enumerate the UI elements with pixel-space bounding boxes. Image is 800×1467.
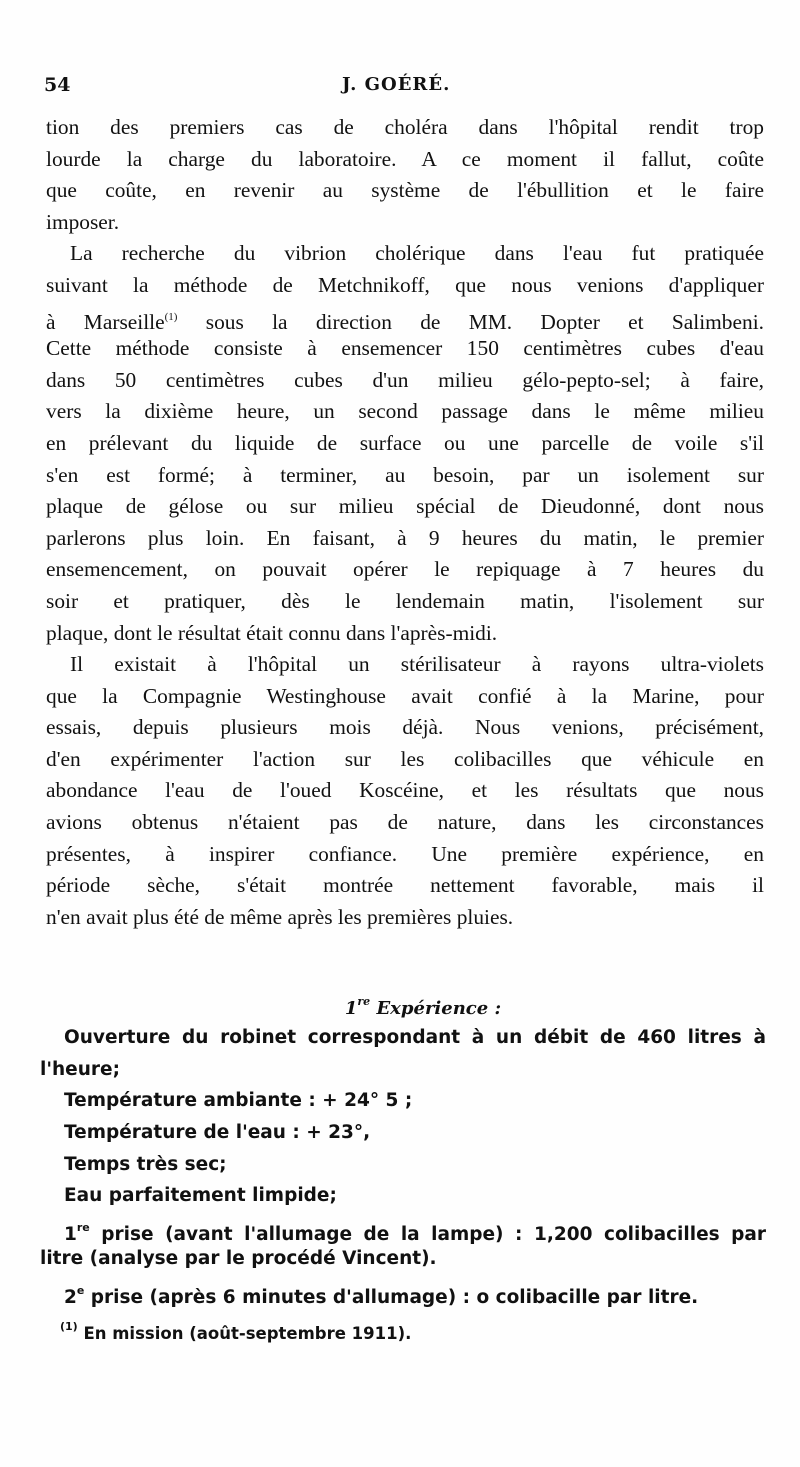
text-fragment: sous la direction de MM. Dopter et Salimbeni.: [205, 309, 764, 334]
experiment-title-text: Expérience :: [376, 998, 502, 1019]
text-line: s'en est formé; à terminer, au besoin, par un isolement sur: [46, 462, 764, 487]
text-line: dans 50 centimètres cubes d'un milieu gélo-pepto-sel; à faire,: [46, 367, 764, 392]
text-line: [46, 302, 764, 334]
text-line: imposer.: [46, 209, 120, 234]
text-line: essais, depuis plusieurs mois déjà. Nous venions, précisément,: [46, 715, 764, 740]
experiment-line: Température de l'eau : + 23°,: [64, 1121, 371, 1143]
footnote-mark: (1): [60, 1320, 78, 1333]
running-head: J. GOÉRÉ.: [342, 74, 451, 95]
prise-text: prise (après 6 minutes d'allumage) : o colibacille par litre.: [90, 1286, 699, 1308]
experiment-line: Eau parfaitement limpide;: [64, 1185, 337, 1207]
ordinal-suffix: e: [76, 1283, 85, 1297]
text-line: d'en expérimenter l'action sur les colibacilles que véhicule en: [46, 746, 764, 771]
experiment-line: l'heure;: [40, 1058, 120, 1080]
text-line: que la Compagnie Westinghouse avait confié à la Marine, pour: [46, 683, 764, 708]
experiment-line: [40, 1276, 766, 1308]
text-line: parlerons plus loin. En faisant, à 9 heures du matin, le premier: [46, 525, 764, 550]
text-line: lourde la charge du laboratoire. A ce moment il fallut, coûte: [46, 146, 764, 171]
text-line: plaque, dont le résultat était connu dans l'après-midi.: [46, 620, 498, 645]
experiment-number: 1: [344, 998, 358, 1019]
prise-number: 2: [64, 1286, 77, 1308]
text-line: que coûte, en revenir au système de l'ébullition et le faire: [46, 178, 764, 203]
text-line: en prélevant du liquide de surface ou une parcelle de voile s'il: [46, 430, 764, 455]
text-line: suivant la méthode de Metchnikoff, que nous venions d'appliquer: [46, 272, 764, 297]
experiment-line: litre (analyse par le procédé Vincent).: [40, 1248, 437, 1270]
text-line: Cette méthode consiste à ensemencer 150 centimètres cubes d'eau: [46, 336, 764, 361]
text-fragment: à Marseille: [46, 309, 165, 334]
text-line: vers la dixième heure, un second passage dans le même milieu: [46, 399, 764, 424]
prise-number: 1: [64, 1223, 77, 1245]
experiment-line: Ouverture du robinet correspondant à un débit de 460 litres à: [64, 1027, 766, 1049]
page-number: 54: [44, 74, 71, 96]
text-line: La recherche du vibrion cholérique dans l'eau fut pratiquée: [70, 241, 764, 266]
text-line: soir et pratiquer, dès le lendemain matin, l'isolement sur: [46, 588, 764, 613]
experiment-line: Température ambiante : + 24° 5 ;: [64, 1090, 413, 1112]
experiment-title: [80, 987, 766, 1023]
text-line: période sèche, s'était montrée nettement favorable, mais il: [46, 873, 764, 898]
body-text: [46, 112, 764, 933]
text-line: plaque de gélose ou sur milieu spécial de Dieudonné, dont nous: [46, 494, 764, 519]
footnote: [60, 1320, 411, 1343]
footnote-reference: (1): [164, 310, 178, 323]
ordinal-suffix: re: [76, 1220, 90, 1234]
footnote-text: En mission (août-septembre 1911).: [83, 1324, 412, 1343]
text-line: avions obtenus n'étaient pas de nature, dans les circonstances: [46, 810, 764, 835]
text-line: tion des premiers cas de choléra dans l'hôpital rendit trop: [46, 115, 764, 139]
experiment-section: [40, 987, 766, 1308]
text-line: Il existait à l'hôpital un stérilisateur à rayons ultra-violets: [70, 652, 764, 677]
experiment-line: Temps très sec;: [64, 1153, 227, 1175]
text-line: n'en avait plus été de même après les premières pluies.: [46, 904, 514, 929]
experiment-line: [40, 1213, 766, 1245]
text-line: abondance l'eau de l'oued Koscéine, et les résultats que nous: [46, 778, 764, 803]
text-line: présentes, à inspirer confiance. Une première expérience, en: [46, 841, 764, 866]
page-header: [44, 74, 754, 104]
prise-text: prise (avant l'allumage de la lampe) : 1,200 colibacilles par: [101, 1223, 766, 1245]
text-line: ensemencement, on pouvait opérer le repiquage à 7 heures du: [46, 557, 764, 582]
ordinal-suffix: re: [357, 995, 371, 1008]
